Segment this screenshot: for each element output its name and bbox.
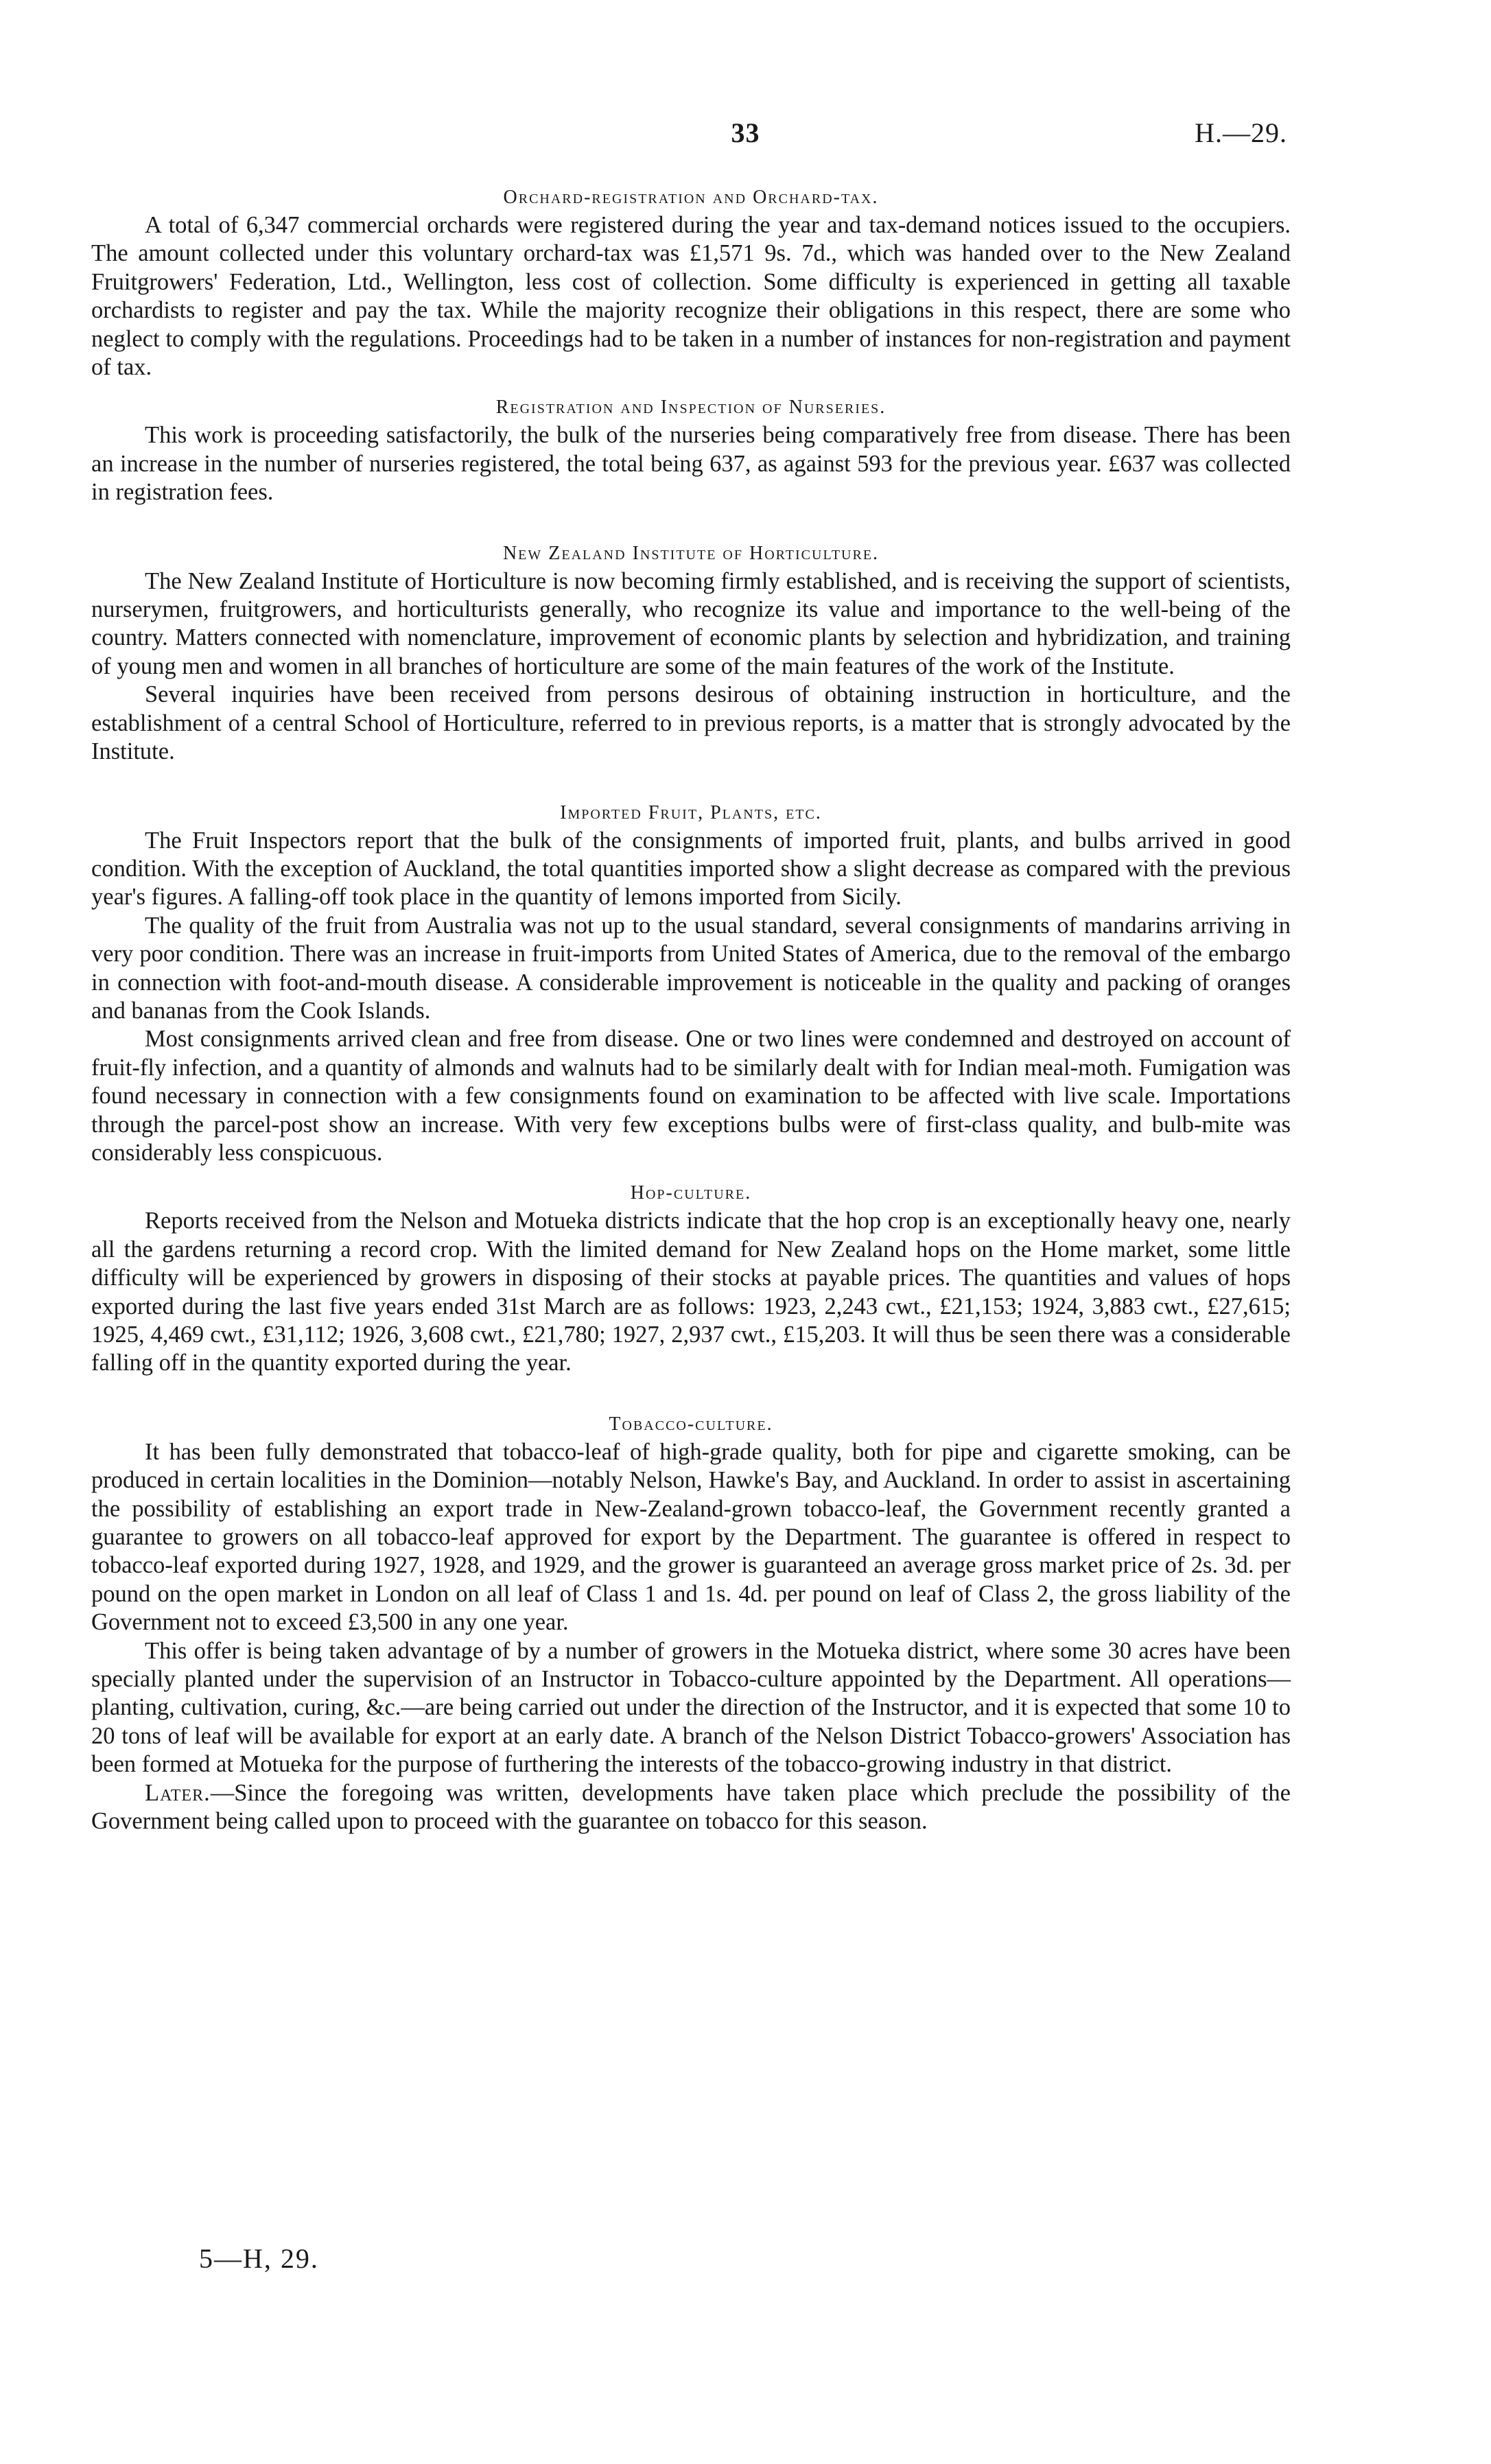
paragraph: This offer is being taken advantage of by a number of growers in the Motueka district, where some 30 acres have been specially planted under the supervision of an Instructor in Tobacco-culture appointed by the Department. All operations—planting, cultivation, curing, &c.—are being carried out under the direction of the Instructor, and it is expected that some 10 to 20 tons of leaf will be available for export at an early date. A branch of the Nelson District Tobacco-growers' Association has been formed at Motueka for the purpose of furthering the interests of the tobacco-growing industry in that district.: [91, 1637, 1291, 1778]
later-note-label: Later.: [145, 1779, 211, 1806]
paragraph: Several inquiries have been received from persons desirous of obtaining instruction in horticulture, and the establishment of a central School of Horticulture, referred to in previous reports, is a matter that is strongly advocated by the Institute.: [91, 681, 1291, 765]
paragraph: This work is proceeding satisfactorily, the bulk of the nurseries being comparatively free from disease. There has been an increase in the number of nurseries registered, the total being 637, as against 593 for the previous year. £637 was collected in registration fees.: [91, 422, 1291, 506]
paragraph: Most consignments arrived clean and free from disease. One or two lines were condemned and destroyed on account of fruit-fly infection, and a quantity of almonds and walnuts had to be similarly dealt with for Indian meal-moth. Fumigation was found necessary in connection with a few consignments found on examination to be affected with live scale. Importations through the parcel-post show an increase. With very few exceptions bulbs were of first-class quality, and bulb-mite was considerably less conspicuous.: [91, 1026, 1291, 1166]
later-note: [91, 1779, 1291, 1836]
page-number: 33: [731, 117, 760, 148]
section-heading: Hop-culture.: [630, 1182, 752, 1204]
paragraph: Reports received from the Nelson and Motueka districts indicate that the hop crop is an exceptionally heavy one, nearly all the gardens returning a record crop. With the limited demand for New Zealand hops on the Home market, some little difficulty will be experienced by growers in disposing of their stocks at payable prices. The quantities and values of hops exported during the last five years ended 31st March are as follows: 1923, 2,243 cwt., £21,153; 1924, 3,883 cwt., £27,615; 1925, 4,469 cwt., £31,112; 1926, 3,608 cwt., £21,780; 1927, 2,937 cwt., £15,203. It will thus be seen there was a considerable falling off in the quantity exported during the year.: [91, 1208, 1291, 1376]
section-heading: Orchard-registration and Orchard-tax.: [503, 187, 879, 208]
section-heading: New Zealand Institute of Horticulture.: [502, 542, 880, 564]
print-reference: 5—H, 29.: [199, 2243, 319, 2274]
section-tobacco-culture: [91, 1411, 1291, 1836]
section-heading: Registration and Inspection of Nurseries.: [495, 397, 887, 419]
paragraph: It has been fully demonstrated that tobacco-leaf of high-grade quality, both for pipe and cigarette smoking, can be produced in certain localities in the Dominion—notably Nelson, Hawke's Bay, and Auckland. In order to assist in ascertaining the possibility of establishing an export trade in New-Zealand-grown tobacco-leaf, the Government recently granted a guarantee to growers on all tobacco-leaf approved for export by the Department. The guarantee is offered in respect to tobacco-leaf exported during 1927, 1928, and 1929, and the grower is guaranteed an average gross market price of 2s. 3d. per pound on the open market in London on all leaf of Class 1 and 1s. 4d. per pound on leaf of Class 2, the gross liability of the Government not to exceed £3,500 in any one year.: [91, 1438, 1291, 1636]
paragraph: The Fruit Inspectors report that the bulk of the consignments of imported fruit, plants, and bulbs arrived in good condition. With the exception of Auckland, the total quantities imported show a slight decrease as compared with the previous year's figures. A falling-off took place in the quantity of lemons imported from Sicily.: [91, 827, 1291, 911]
paragraph: A total of 6,347 commercial orchards were registered during the year and tax-demand notices issued to the occupiers. The amount collected under this voluntary orchard-tax was £1,571 9s. 7d., which was handed over to the New Zealand Fruitgrowers' Federation, Ltd., Wellington, less cost of collection. Some difficulty is experienced in getting all taxable orchardists to register and pay the tax. While the majority recognize their obligations in this respect, there are some who neglect to comply with the regulations. Proceedings had to be taken in a number of instances for non-registration and payment of tax.: [91, 212, 1291, 381]
section-heading: Tobacco-culture.: [609, 1413, 773, 1435]
document-reference: H.—29.: [1195, 117, 1287, 148]
section-institute-of-horticulture: [91, 540, 1291, 766]
paragraph: The New Zealand Institute of Horticulture is now becoming firmly established, and is receiving the support of scientists, nurserymen, fruitgrowers, and horticulturists generally, who recognize its value and importance to the well-being of the country. Matters connected with nomenclature, improvement of economic plants by selection and hybridization, and training of young men and women in all branches of horticulture are some of the main features of the work of the Institute.: [91, 567, 1291, 679]
later-note-text: —Since the foregoing was written, developments have taken place which preclude the possibility of the Government being called upon to proceed with the guarantee on tobacco for this season.: [91, 1779, 1291, 1835]
section-hop-culture: [91, 1180, 1291, 1377]
section-orchard-registration: [91, 184, 1291, 382]
section-imported-fruit: [91, 799, 1291, 1168]
section-nurseries: [91, 394, 1291, 506]
section-heading: Imported Fruit, Plants, etc.: [560, 801, 822, 823]
page-body: [91, 184, 1291, 1836]
paragraph: The quality of the fruit from Australia was not up to the usual standard, several consignments of mandarins arriving in very poor condition. There was an increase in fruit-imports from United States of America, due to the removal of the embargo in connection with foot-and-mouth disease. A considerable improvement is noticeable in the quality and packing of oranges and bananas from the Cook Islands.: [91, 912, 1291, 1024]
page-header: [0, 117, 1491, 165]
